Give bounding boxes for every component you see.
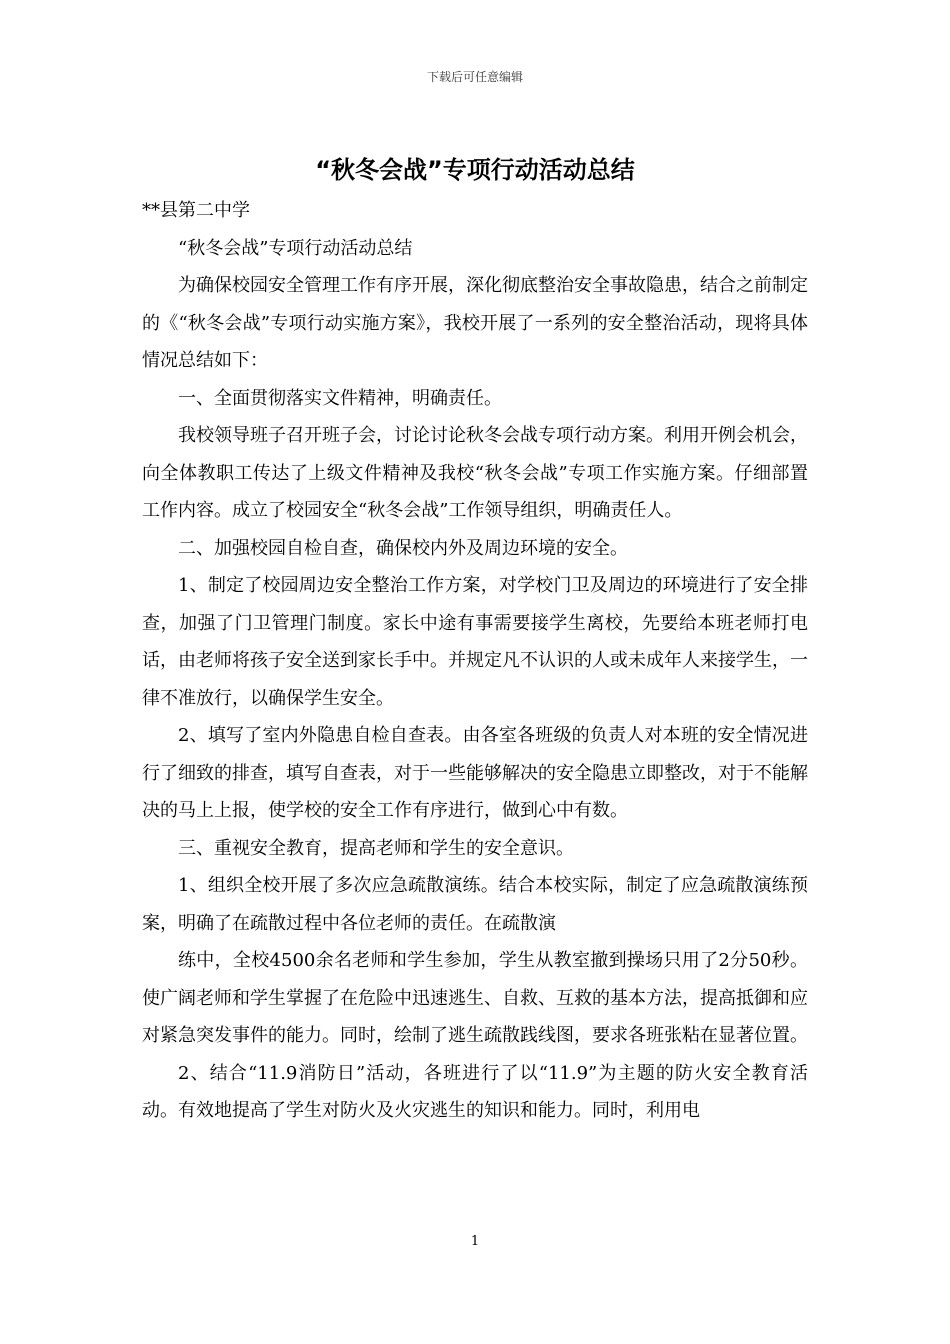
paragraph: **县第二中学 bbox=[142, 200, 250, 221]
paragraph: 我校领导班子召开班子会，讨论讨论秋冬会战专项行动方案。利用开例会机会，向全体教职工传达了上级文件精神及我校“秋冬会战”专项工作实施方案。仔细部置工作内容。成立了校园安全“秋冬会战”工作领导组织，明确责任人。 bbox=[142, 425, 808, 521]
paragraph: 2、填写了室内外隐患自检自查表。由各室各班级的负责人对本班的安全情况进行了细致的排查，填写自查表，对于一些能够解决的安全隐患立即整改，对于不能解决的马上上报，使学校的安全工作有序进行，做到心中有数。 bbox=[142, 725, 808, 821]
paragraph: 为确保校园安全管理工作有序开展，深化彻底整治安全事故隐患，结合之前制定的《“秋冬会战”专项行动实施方案》，我校开展了一系列的安全整治活动，现将具体情况总结如下： bbox=[142, 275, 808, 371]
page-number: 1 bbox=[470, 1234, 480, 1249]
paragraph: 1、组织全校开展了多次应急疏散演练。结合本校实际，制定了应急疏散演练预案，明确了在疏散过程中各位老师的责任。在疏散演 bbox=[142, 875, 808, 934]
document-title: “秋冬会战”专项行动活动总结 bbox=[315, 156, 635, 184]
section-heading: 二、加强校园自检自查，确保校内外及周边环境的安全。 bbox=[178, 537, 628, 559]
paragraph: 练中，全校4500余名老师和学生参加，学生从教室撤到操场只用了2分50秒。使广阔老师和学生掌握了在危险中迅速逃生、自救、互救的基本方法，提高抵御和应对紧急突发事件的能力。同时，绘制了逃生疏散践线图，要求各班张粘在显著位置。 bbox=[142, 950, 808, 1046]
paragraph: “秋冬会战”专项行动活动总结 bbox=[178, 237, 413, 259]
paragraph: 1、制定了校园周边安全整治工作方案，对学校门卫及周边的环境进行了安全排查，加强了门卫管理门制度。家长中途有事需要接学生离校，先要给本班老师打电话，由老师将孩子安全送到家长手中。并规定凡不认识的人或未成年人来接学生，一律不准放行，以确保学生安全。 bbox=[142, 575, 808, 709]
document-body bbox=[142, 192, 808, 1130]
header-note: 下载后可任意编辑 bbox=[426, 70, 523, 84]
paragraph: 2、结合“11.9消防日”活动，各班进行了以“11.9”为主题的防火安全教育活动。有效地提高了学生对防火及火灾逃生的知识和能力。同时，利用电 bbox=[142, 1062, 808, 1121]
section-heading: 一、全面贯彻落实文件精神，明确责任。 bbox=[178, 387, 502, 409]
section-heading: 三、重视安全教育，提高老师和学生的安全意识。 bbox=[178, 837, 574, 859]
